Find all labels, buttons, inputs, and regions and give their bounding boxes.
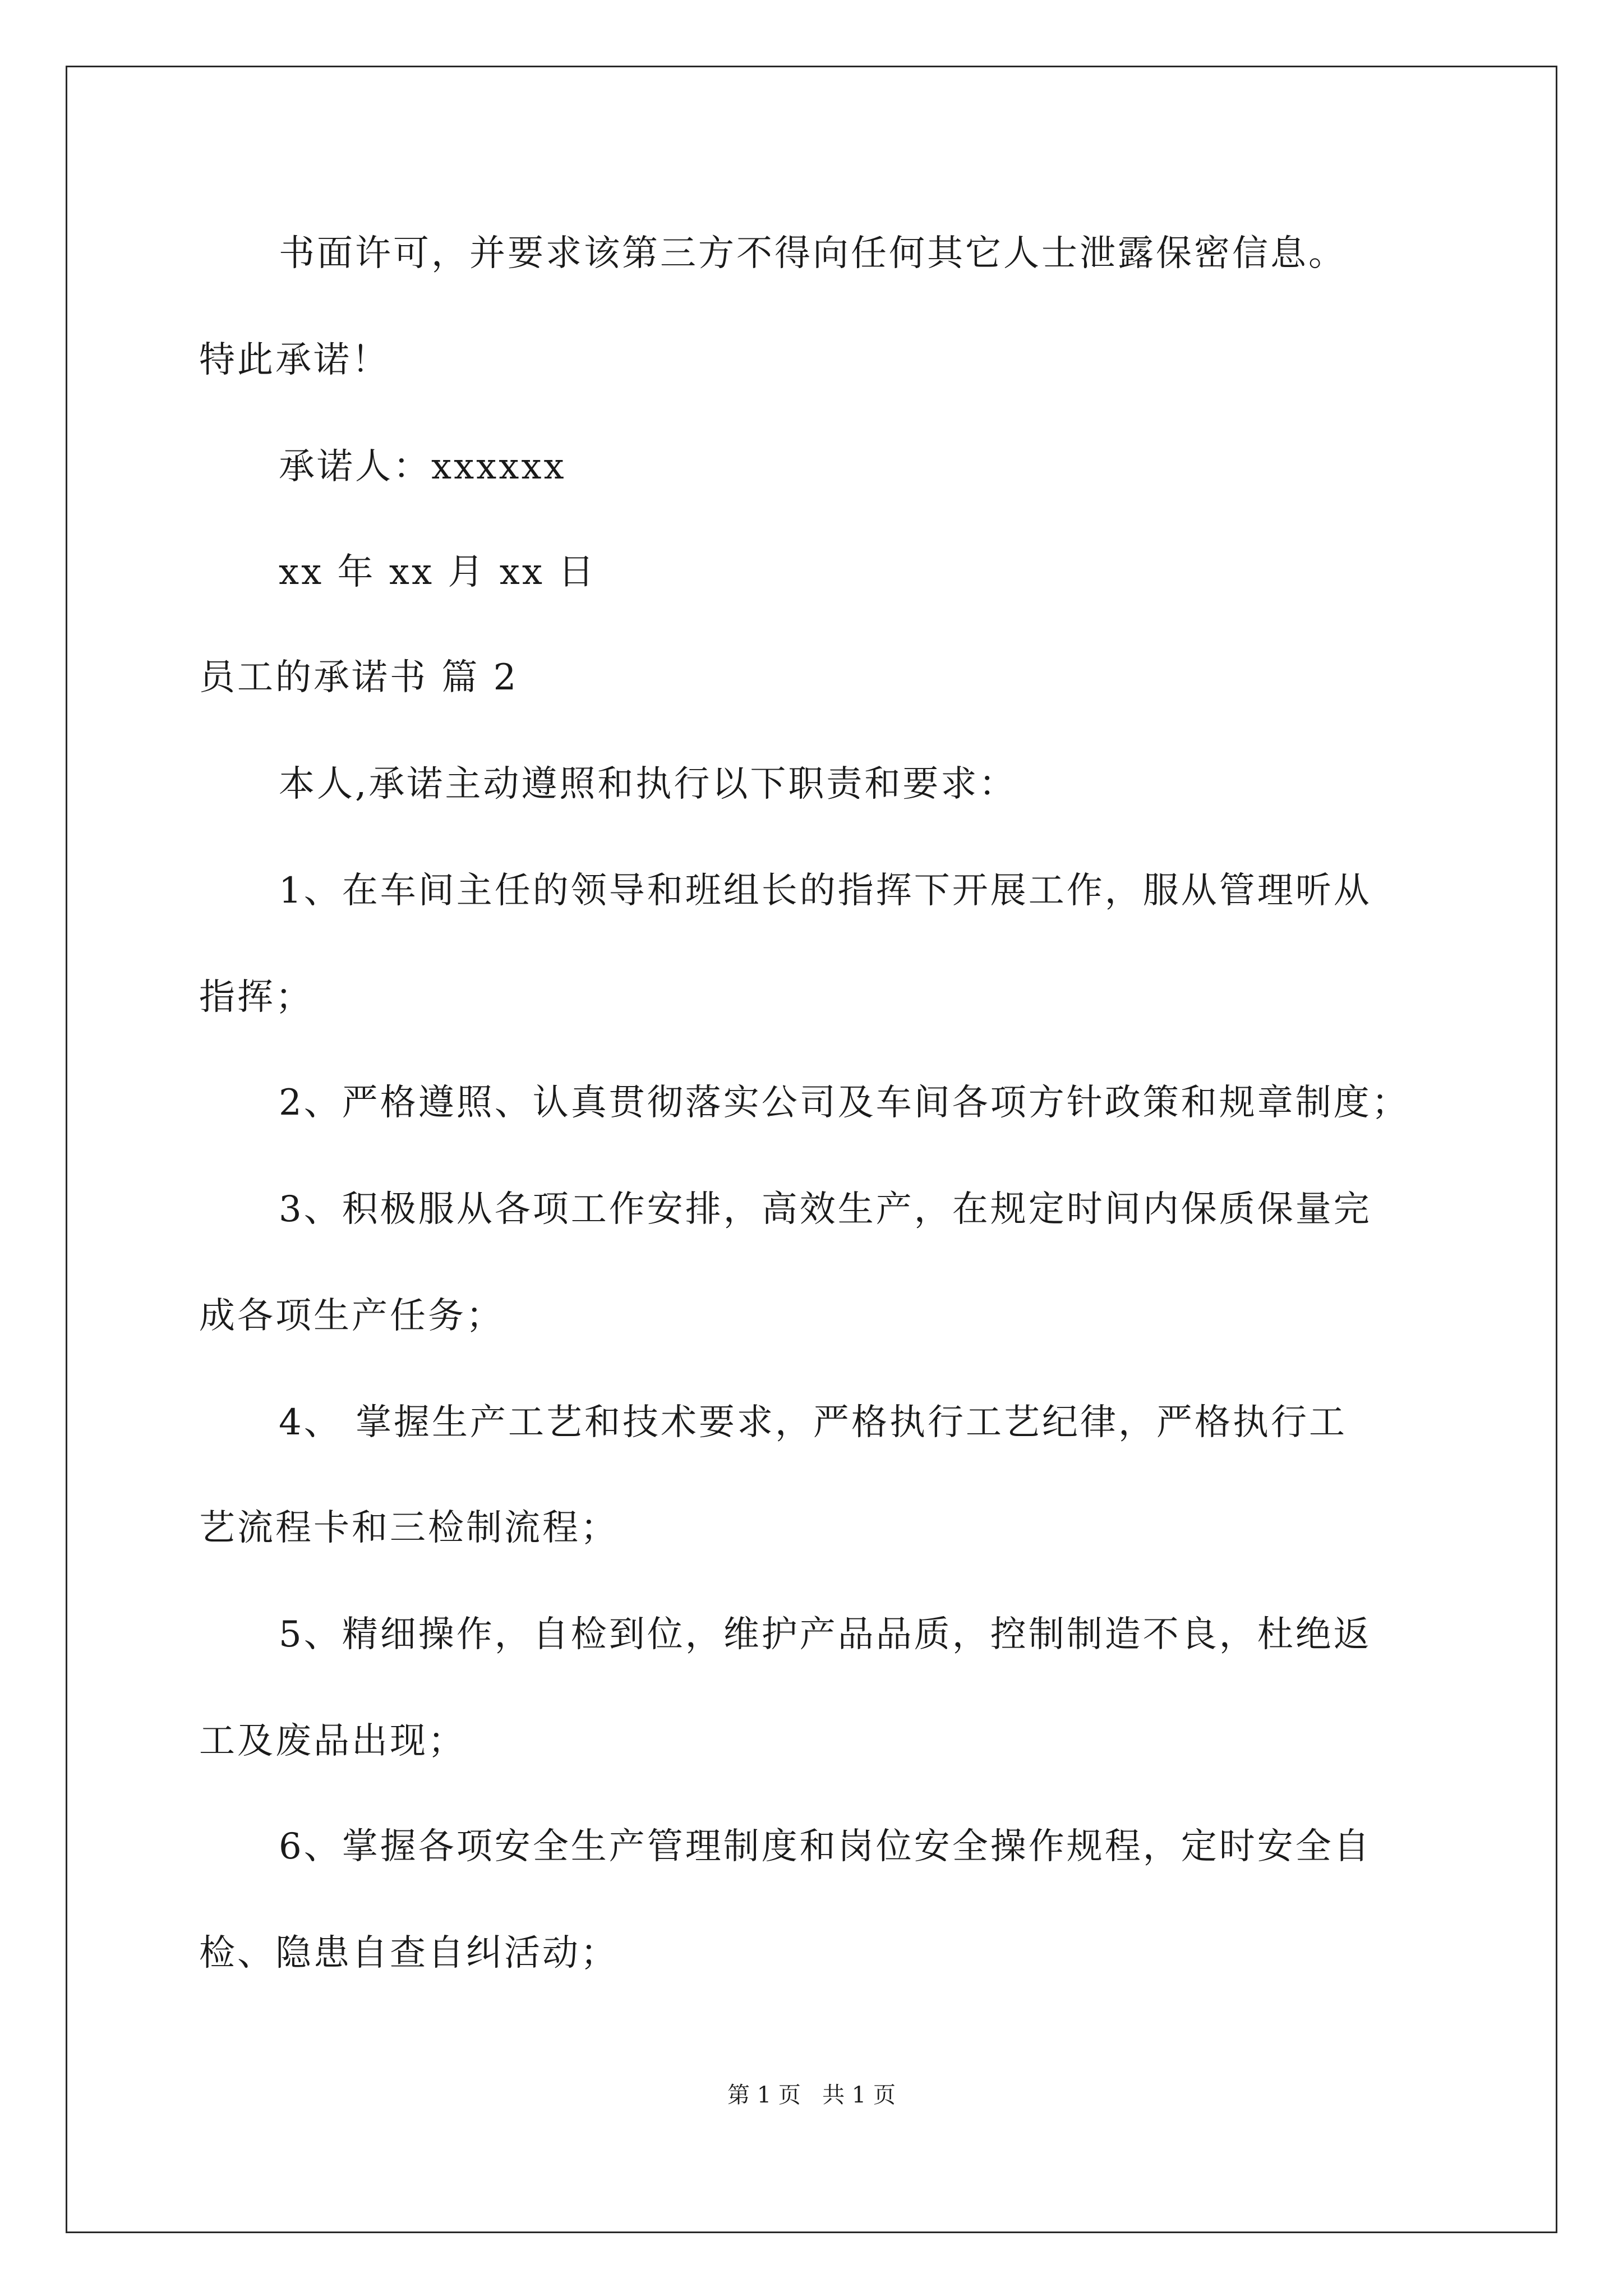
section-heading: 员工的承诺书 篇 2 [199, 657, 519, 698]
text-line: 承诺人：xxxxxx [279, 446, 566, 487]
list-item-continuation: 指挥； [199, 977, 313, 1018]
list-item-continuation: 艺流程卡和三检制流程； [199, 1507, 619, 1549]
text-line: 书面许可，并要求该第三方不得向任何其它人士泄露保密信息。 [279, 233, 1347, 274]
list-item-continuation: 工及废品出现； [199, 1720, 466, 1762]
list-item-continuation: 成各项生产任务； [199, 1295, 504, 1337]
page-footer: 第 1 页 共 1 页 [727, 2082, 896, 2108]
text-line: 本人,承诺主动遵照和执行以下职责和要求： [279, 763, 1017, 805]
list-item: 5、精细操作，自检到位，维护产品品质，控制制造不良，杜绝返 [279, 1614, 1372, 1655]
list-item: 4、 掌握生产工艺和技术要求，严格执行工艺纪律，严格执行工 [279, 1402, 1348, 1443]
page-border [66, 66, 1557, 2233]
list-item-continuation: 检、隐患自查自纠活动； [199, 1932, 619, 1974]
text-line: 特此承诺！ [199, 339, 390, 381]
text-line: xx 年 xx 月 xx 日 [279, 551, 597, 593]
list-item: 2、严格遵照、认真贯彻落实公司及车间各项方针政策和规章制度； [279, 1082, 1410, 1124]
list-item: 6、掌握各项安全生产管理制度和岗位安全操作规程，定时安全自 [279, 1826, 1372, 1867]
list-item: 1、在车间主任的领导和班组长的指挥下开展工作，服从管理听从 [279, 870, 1372, 912]
list-item: 3、积极服从各项工作安排，高效生产，在规定时间内保质保量完 [279, 1189, 1372, 1230]
